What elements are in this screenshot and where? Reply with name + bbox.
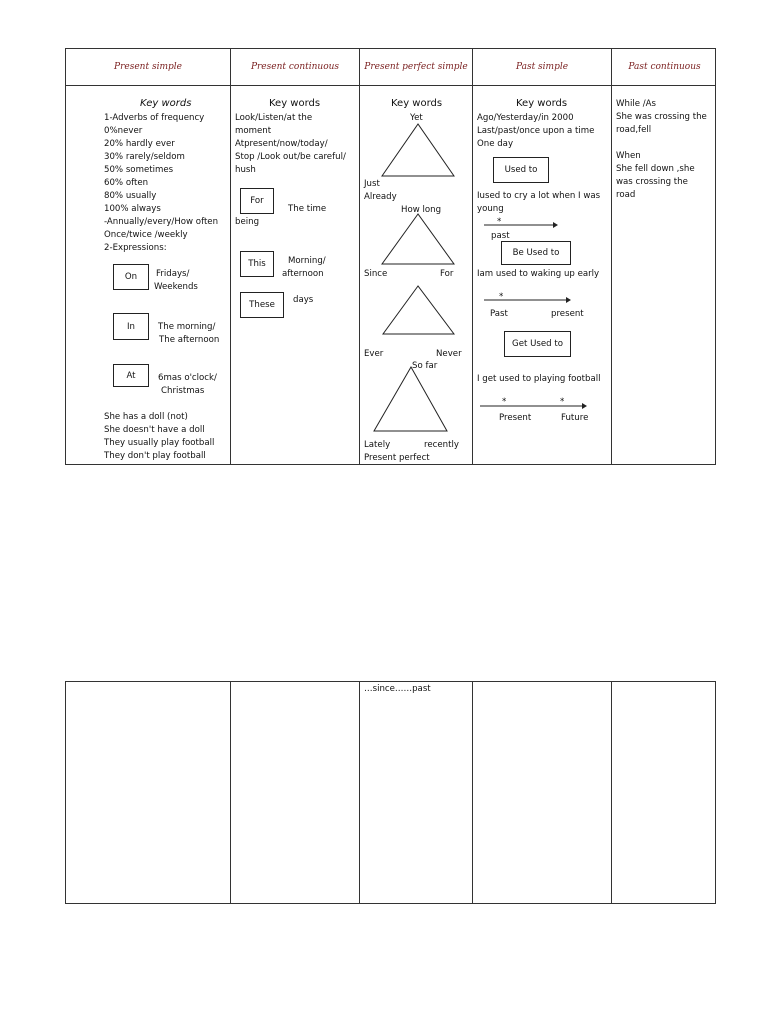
in-text-2: The afternoon	[159, 335, 220, 345]
list-item: 30% rarely/seldom	[104, 152, 185, 162]
list-item: Look/Listen/at the	[235, 113, 313, 123]
for-box: For	[240, 188, 274, 214]
header-present-perfect-simple: Present perfect simple	[364, 62, 468, 72]
list-item: 20% hardly ever	[104, 139, 175, 149]
since-past-note: …since……past	[364, 684, 431, 694]
list-item: -Annually/every/How often	[104, 217, 219, 227]
list-item: One day	[477, 139, 514, 149]
get-used-to-box: Get Used to	[504, 331, 571, 357]
present-label: present	[551, 309, 584, 319]
header-past-continuous: Past continuous	[628, 62, 701, 72]
key-words-heading: Key words	[140, 98, 192, 109]
on-box: On	[113, 264, 149, 290]
future-label: Future	[561, 413, 589, 423]
blank-table	[65, 681, 716, 904]
star-mark: *	[499, 292, 504, 302]
list-item: Atpresent/now/today/	[235, 139, 328, 149]
these-box: These	[240, 292, 284, 318]
key-words-heading: Key words	[269, 98, 321, 109]
header-present-continuous: Present continuous	[250, 62, 340, 72]
header-past-simple: Past simple	[515, 62, 569, 72]
yet-label: Yet	[410, 113, 423, 123]
star-mark: *	[560, 397, 565, 407]
lately-label: Lately	[364, 440, 391, 450]
this-text-1: Morning/	[288, 256, 326, 266]
present-perfect-label: Present perfect	[364, 453, 430, 463]
timeline-arrow	[66, 49, 67, 50]
header-present-simple: Present simple	[114, 62, 182, 72]
column-divider	[611, 682, 612, 903]
in-text-1: The morning/	[158, 322, 216, 332]
never-label: Never	[436, 349, 462, 359]
list-item: 50% sometimes	[104, 165, 174, 175]
column-divider	[472, 682, 473, 903]
list-item: When	[616, 151, 641, 161]
column-divider	[359, 49, 360, 464]
list-item: 60% often	[104, 178, 149, 188]
star-mark: *	[502, 397, 507, 407]
list-item: was crossing the	[616, 177, 688, 187]
for-label: For	[440, 269, 454, 279]
list-item: She was crossing the	[616, 112, 707, 122]
example-line: She has a doll (not)	[104, 412, 188, 422]
list-item: road,fell	[616, 125, 652, 135]
just-label: Just	[364, 179, 380, 189]
used-to-example-2: young	[477, 204, 504, 214]
these-text: days	[293, 295, 314, 305]
be-used-to-example: Iam used to waking up early	[477, 269, 600, 279]
used-to-example-1: Iused to cry a lot when I was	[477, 191, 601, 201]
in-box: In	[113, 313, 149, 340]
list-item: 0%never	[104, 126, 143, 136]
column-divider	[472, 49, 473, 464]
how-long-label: How long	[401, 205, 442, 215]
at-box: At	[113, 364, 149, 387]
present-label: Present	[499, 413, 532, 423]
list-item: She fell down ,she	[616, 164, 695, 174]
list-item: 1-Adverbs of frequency	[104, 113, 205, 123]
list-item: 2-Expressions:	[104, 243, 167, 253]
at-text-2: Christmas	[161, 386, 205, 396]
recently-label: recently	[424, 440, 459, 450]
key-words-heading: Key words	[516, 98, 568, 109]
ever-label: Ever	[364, 349, 384, 359]
example-line: They usually play football	[104, 438, 215, 448]
this-box: This	[240, 251, 274, 277]
example-line: She doesn't have a doll	[104, 425, 205, 435]
column-divider	[230, 682, 231, 903]
list-item: road	[616, 190, 636, 200]
list-item: Stop /Look out/be careful/	[235, 152, 346, 162]
get-used-to-example: I get used to playing football	[477, 374, 601, 384]
header-divider	[66, 85, 715, 86]
for-text-2: being	[235, 217, 260, 227]
past-label: past	[491, 231, 510, 241]
list-item: While /As	[616, 99, 656, 109]
list-item: moment	[235, 126, 272, 136]
list-item: Last/past/once upon a time	[477, 126, 595, 136]
at-text-1: 6mas o'clock/	[158, 373, 217, 383]
list-item: 100% always	[104, 204, 161, 214]
column-divider	[230, 49, 231, 464]
for-text: The time	[288, 204, 327, 214]
star-mark: *	[497, 217, 502, 227]
column-divider	[611, 49, 612, 464]
list-item: Ago/Yesterday/in 2000	[477, 113, 574, 123]
since-label: Since	[364, 269, 388, 279]
tenses-table	[65, 48, 716, 465]
key-words-heading: Key words	[391, 98, 443, 109]
example-line: They don't play football	[104, 451, 206, 461]
used-to-box: Used to	[493, 157, 549, 183]
past-label: Past	[490, 309, 508, 319]
list-item: 80% usually	[104, 191, 157, 201]
column-divider	[359, 682, 360, 903]
list-item: Once/twice /weekly	[104, 230, 188, 240]
on-text-1: Fridays/	[156, 269, 190, 279]
list-item: hush	[235, 165, 256, 175]
be-used-to-box: Be Used to	[501, 241, 571, 265]
on-text-2: Weekends	[154, 282, 198, 292]
this-text-2: afternoon	[282, 269, 324, 279]
so-far-label: So far	[412, 361, 438, 371]
already-label: Already	[364, 192, 397, 202]
